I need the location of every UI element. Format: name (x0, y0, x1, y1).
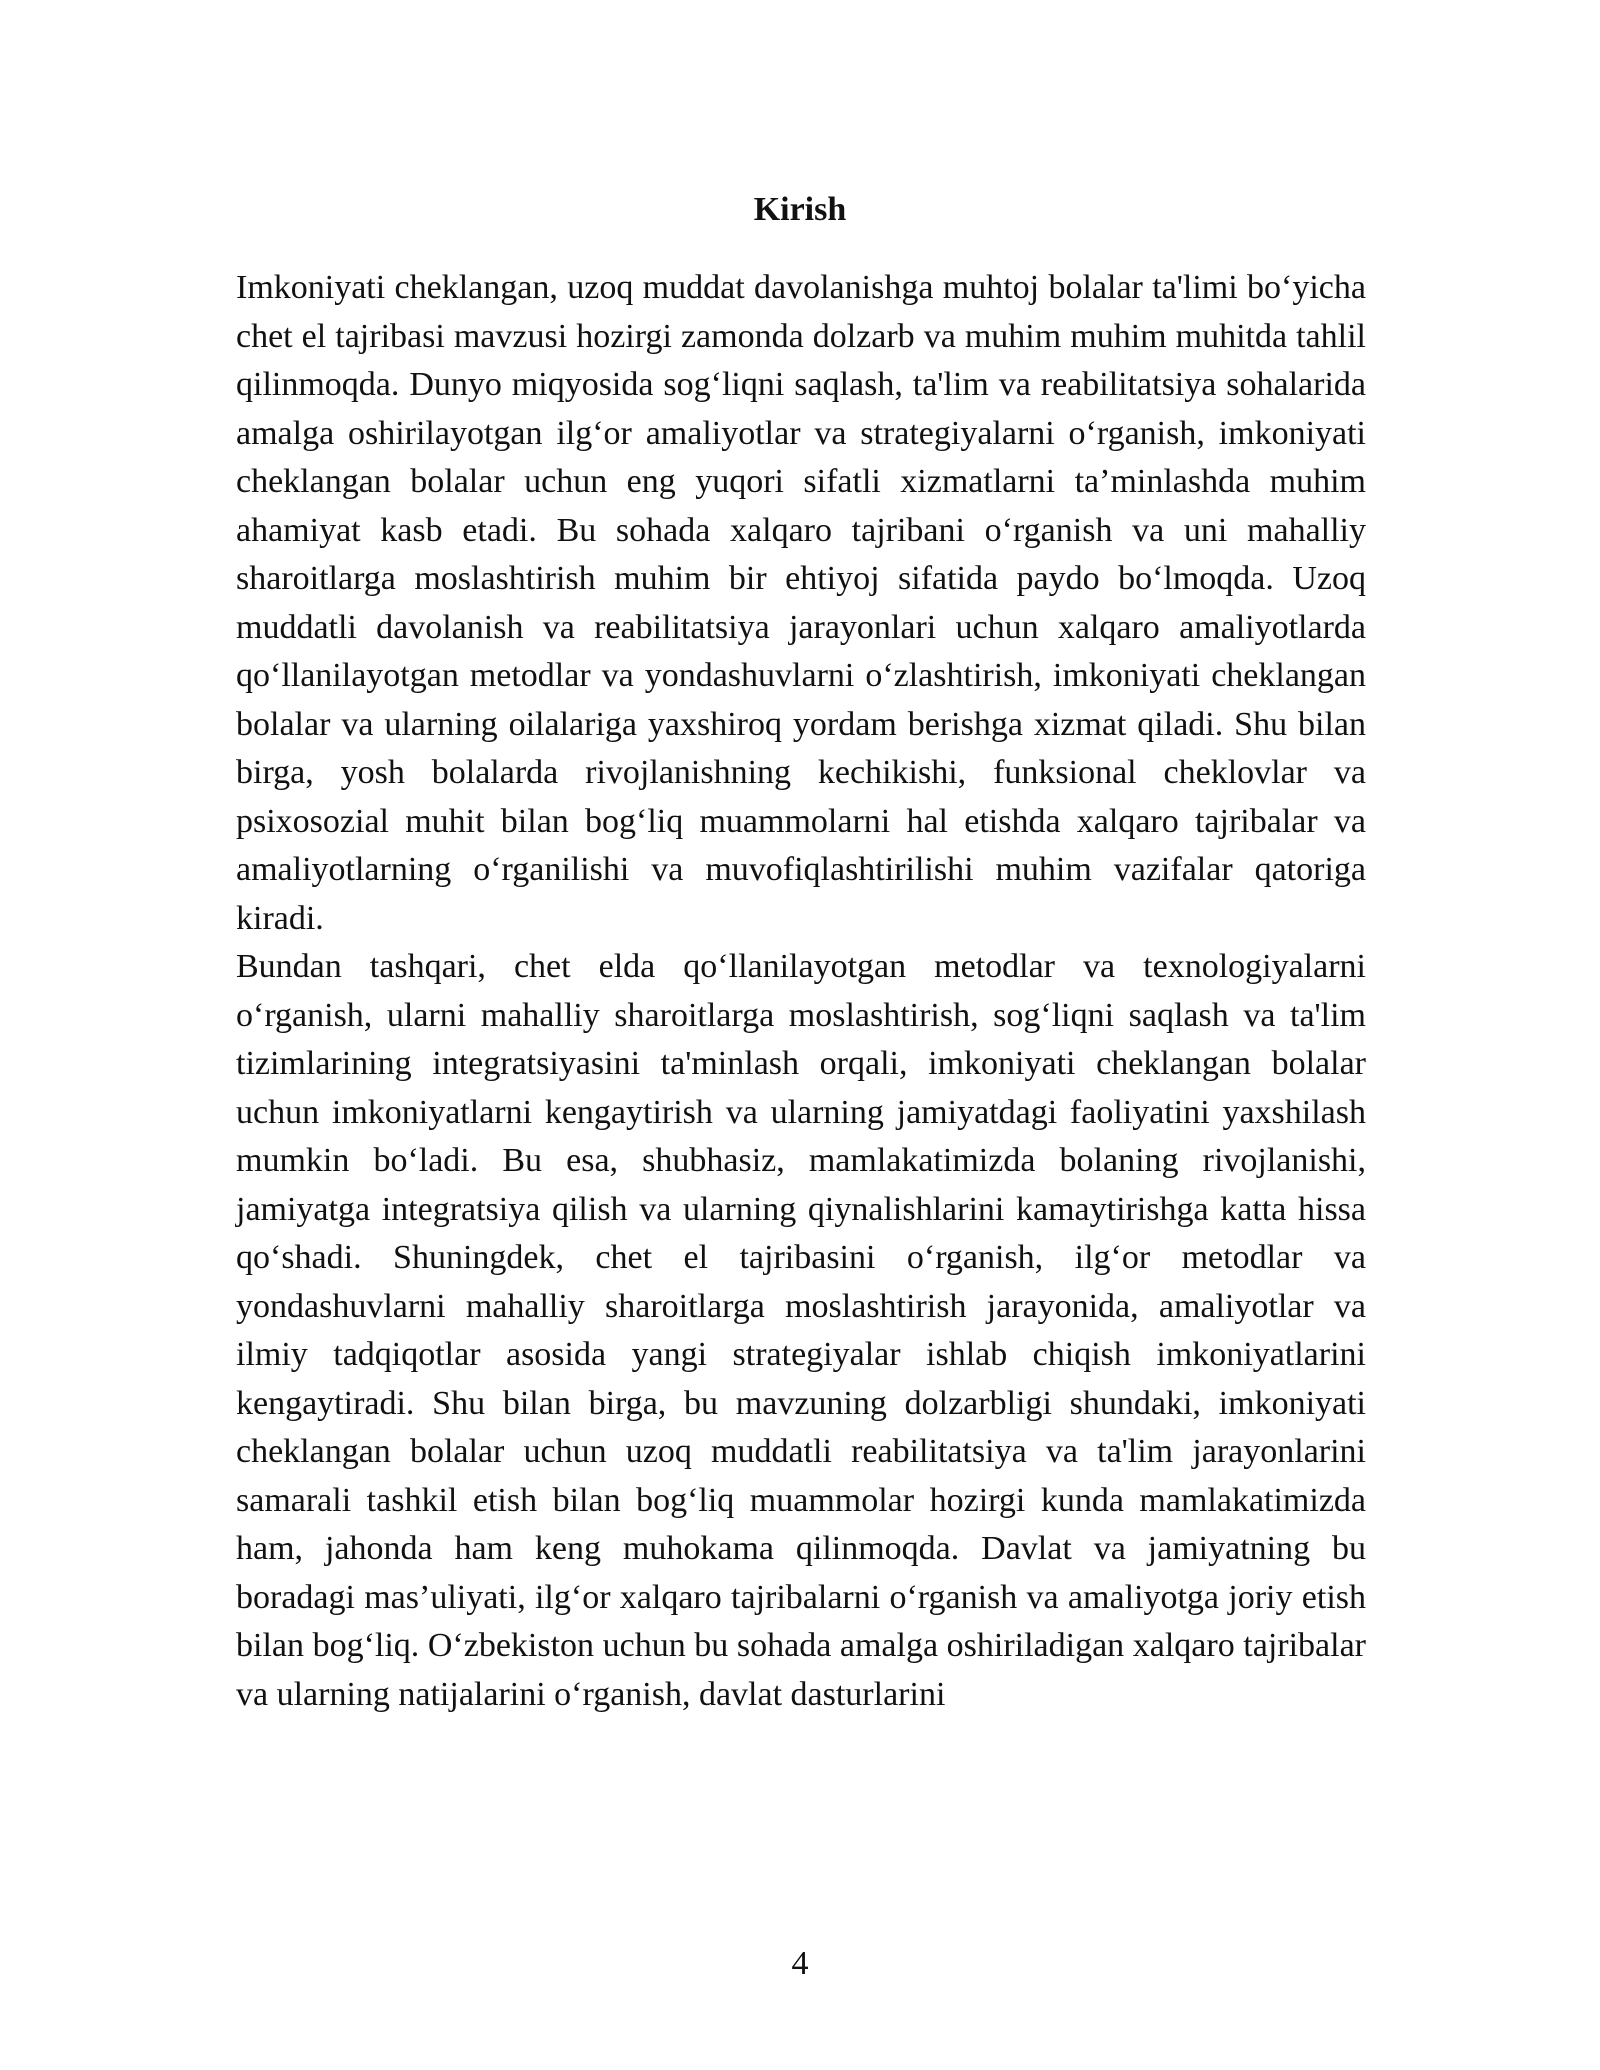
section-heading: Kirish (753, 191, 847, 228)
page-number: 4 (791, 1945, 809, 1982)
body-text (236, 264, 1366, 1719)
paragraph-2: Bundan tashqari, chet elda qo‘llanilayotgan metodlar va texnologiyalarni o‘rganish, ularni mahalliy sharoitlarga moslashtirish, sog‘liqni saqlash va ta'lim tizimlarining integratsiyasini ta'minlash orqali, imkoniyati cheklangan bolalar uchun imkoniyatlarni kengaytirish va ularning jamiyatdagi faoliyatini yaxshilash mumkin bo‘ladi. Bu esa, shubhasiz, mamlakatimizda bolaning rivojlanishi, jamiyatga integratsiya qilish va ularning qiynalishlarini kamaytirishga katta hissa qo‘shadi. Shuningdek, chet el tajribasini o‘rganish, ilg‘or metodlar va yondashuvlarni mahalliy sharoitlarga moslashtirish jarayonida, amaliyotlar va ilmiy tadqiqotlar asosida yangi strategiyalar ishlab chiqish imkoniyatlarini kengaytiradi. Shu bilan birga, bu mavzuning dolzarbligi shundaki, imkoniyati cheklangan bolalar uchun uzoq muddatli reabilitatsiya va ta'lim jarayonlarini samarali tashkil etish bilan bog‘liq muammolar hozirgi kunda mamlakatimizda ham, jahonda ham keng muhokama qilinmoqda. Davlat va jamiyatning bu boradagi mas’uliyati, ilg‘or xalqaro tajribalarni o‘rganish va amaliyotga joriy etish bilan bog‘liq. O‘zbekiston uchun bu sohada amalga oshiriladigan xalqaro tajribalar va ularning natijalarini o‘rganish, davlat dasturlarini (236, 948, 1366, 1713)
paragraph-1: Imkoniyati cheklangan, uzoq muddat davolanishga muhtoj bolalar ta'limi bo‘yicha chet el tajribasi mavzusi hozirgi zamonda dolzarb va muhim muhim muhitda tahlil qilinmoqda. Dunyo miqyosida sog‘liqni saqlash, ta'lim va reabilitatsiya sohalarida amalga oshirilayotgan ilg‘or amaliyotlar va strategiyalarni o‘rganish, imkoniyati cheklangan bolalar uchun eng yuqori sifatli xizmatlarni ta’minlashda muhim ahamiyat kasb etadi. Bu sohada xalqaro tajribani o‘rganish va uni mahalliy sharoitlarga moslashtirish muhim bir ehtiyoj sifatida paydo bo‘lmoqda. Uzoq muddatli davolanish va reabilitatsiya jarayonlari uchun xalqaro amaliyotlarda qo‘llanilayotgan metodlar va yondashuvlarni o‘zlashtirish, imkoniyati cheklangan bolalar va ularning oilalariga yaxshiroq yordam berishga xizmat qiladi. Shu bilan birga, yosh bolalarda rivojlanishning kechikishi, funksional cheklovlar va psixosozial muhit bilan bog‘liq muammolarni hal etishda xalqaro tajribalar va amaliyotlarning o‘rganilishi va muvofiqlashtirilishi muhim vazifalar qatoriga kiradi. (236, 269, 1366, 937)
